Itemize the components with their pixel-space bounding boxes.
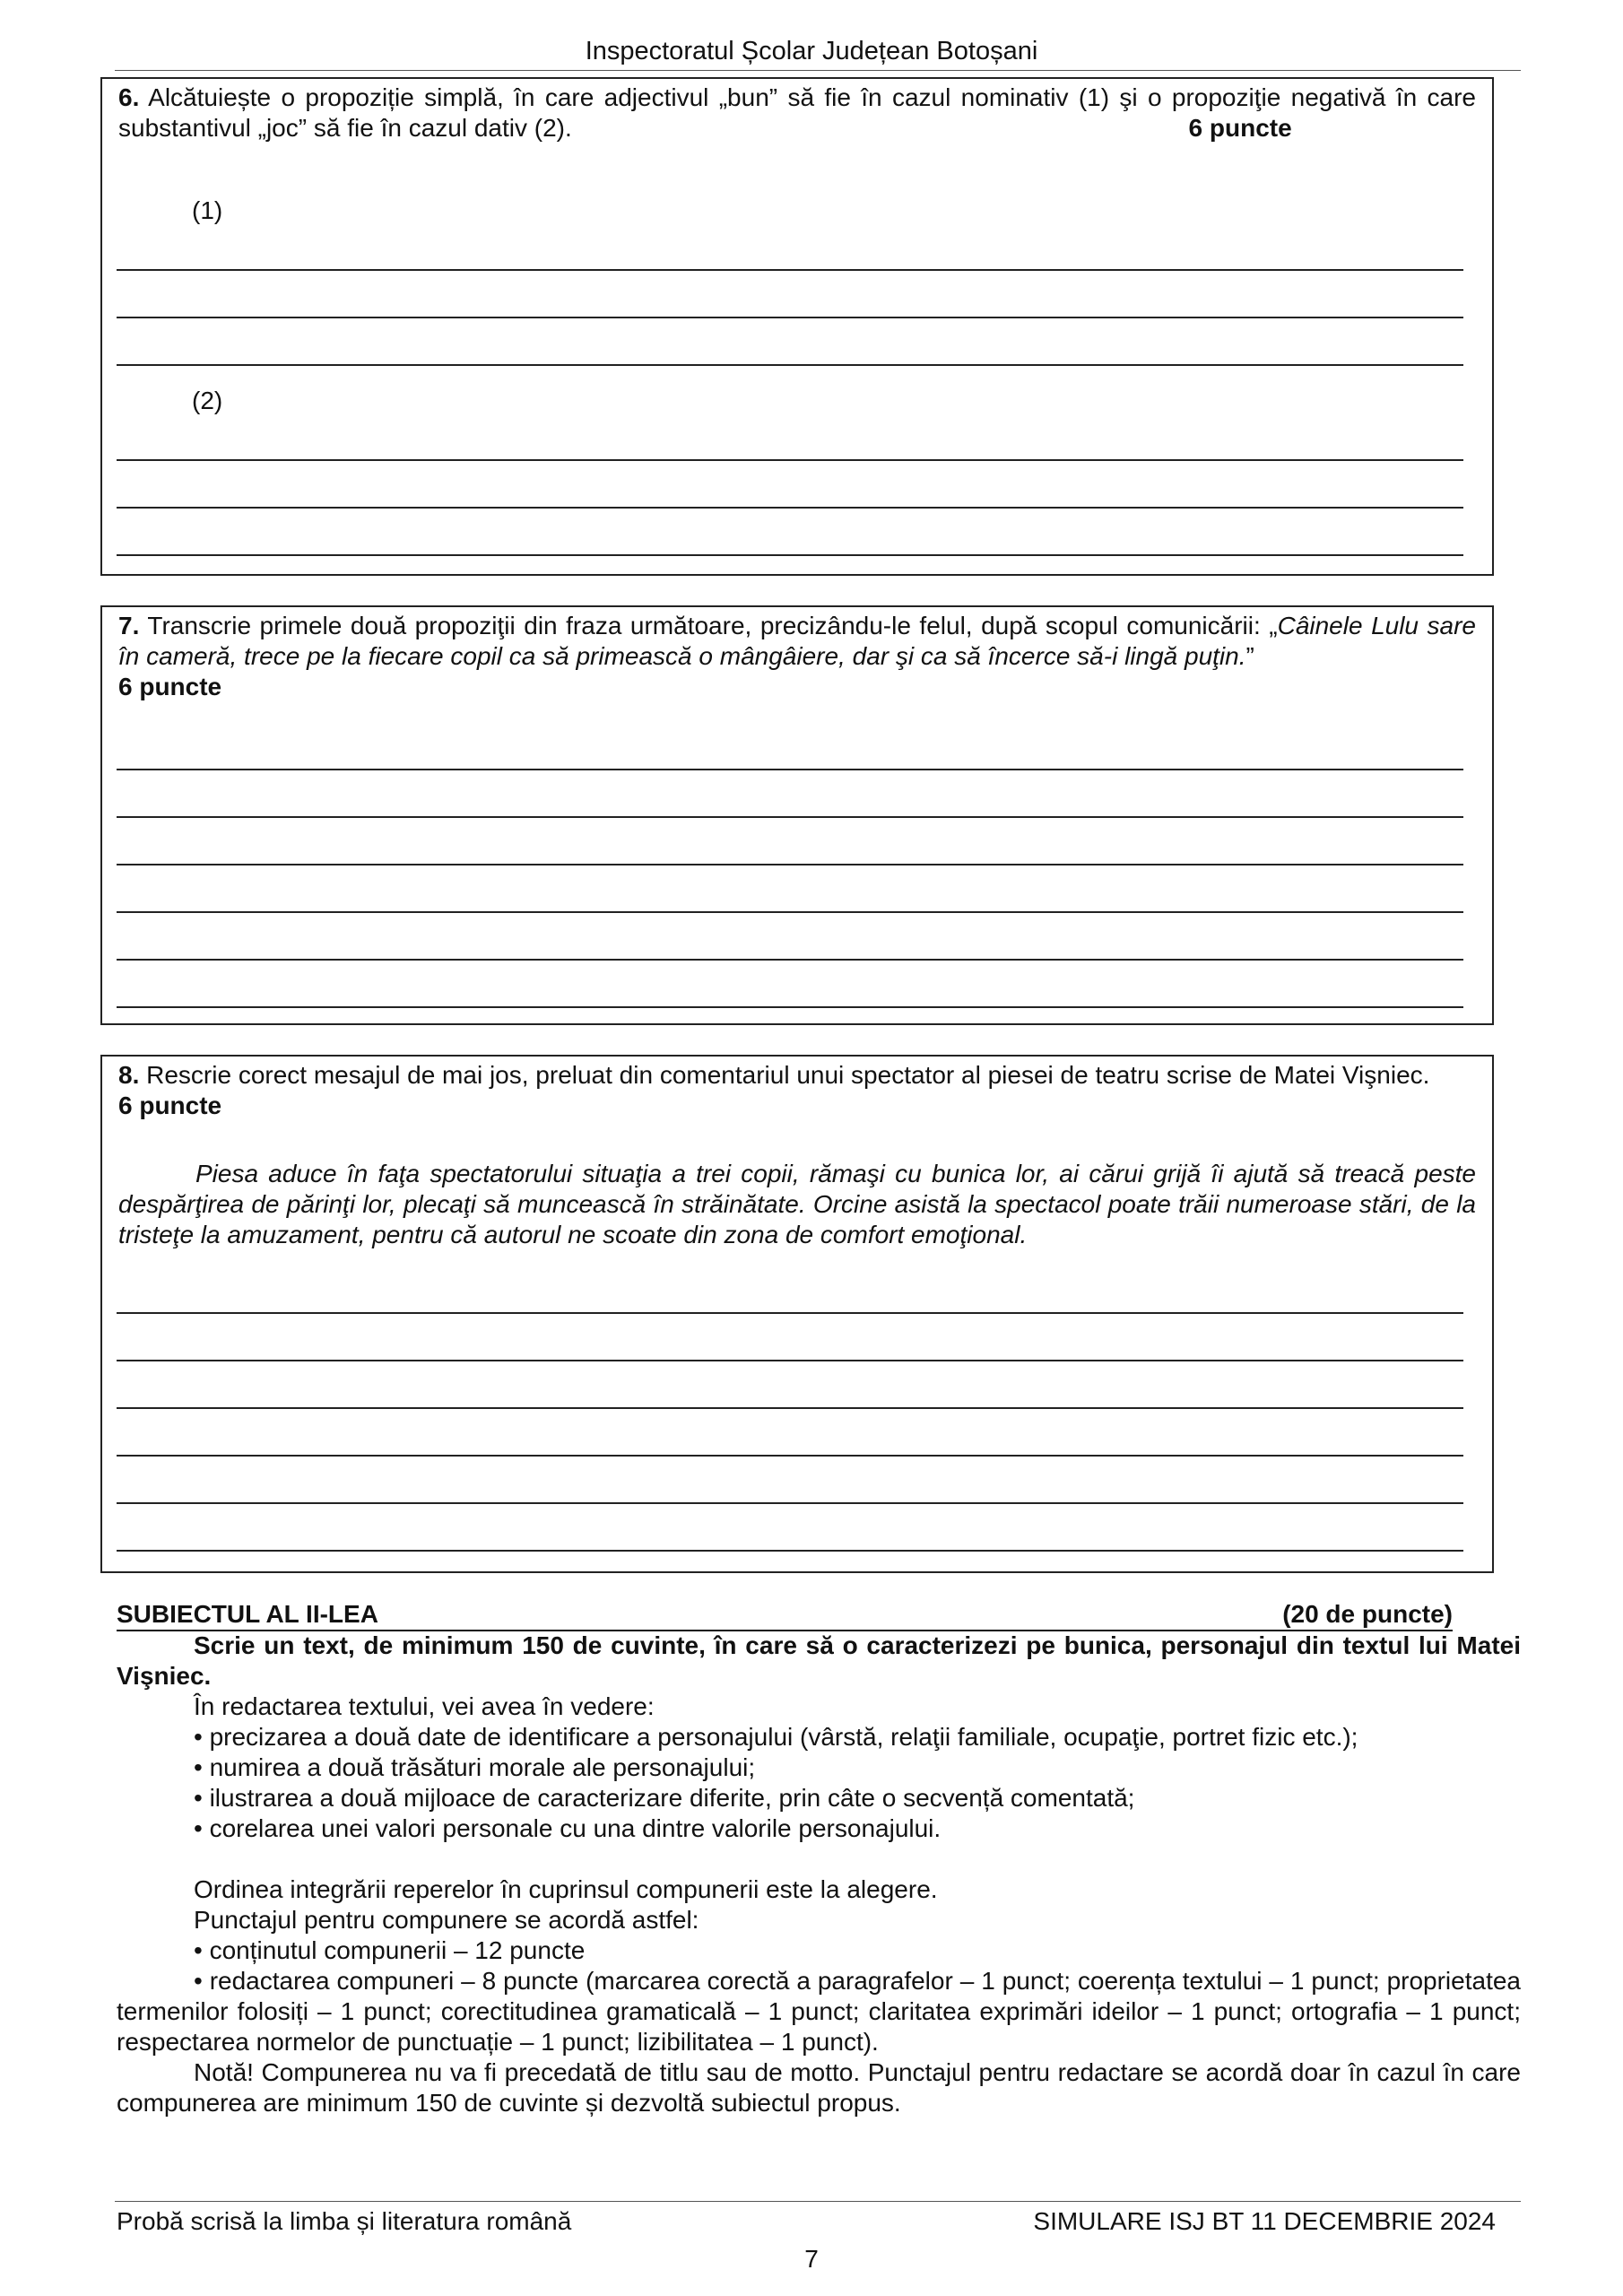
passage-to-correct: Piesa aduce în faţa spectatorului situaţia a trei copii, rămaşi cu bunica lor, ai cărui grijă îi ajută să treacă peste despărţirea de părinţi lor, plecaţi să muncească în străinătate. Orcine asistă la spectacol poate trăii numeroase stări, de la tristeţe la amuzament, pentru că autorul ne scoate din zona de comfort emoţional. [118,1160,1476,1248]
footer-subject: Probă scrisă la limba și literatura română [117,2207,572,2235]
question-number: 6. [118,83,140,111]
question-number: 8. [118,1061,140,1089]
answer-line[interactable] [117,364,1463,366]
question-points: 6 puncte [1188,114,1292,142]
subject-2-task: Scrie un text, de minimum 150 de cuvinte, în care să o caracterizezi pe bunica, personajul din textul lui Matei Vişniec. [117,1631,1521,1690]
page-header: Inspectoratul Școlar Județean Botoșani [585,37,1038,65]
answer-line[interactable] [117,459,1463,461]
question-text: Alcătuiește o propoziție simplă, în care adjectivul „bun” să fie în cazul nominativ (1) şi o propoziţie negativă în care substantivul „joc” să fie în cazul dativ (2). [118,83,1476,142]
answer-line[interactable] [117,269,1463,271]
subject-2-bullet-list [194,1722,1521,1844]
answer-line[interactable] [117,959,1463,961]
answer-line[interactable] [117,1360,1463,1361]
question-7-box [100,605,1494,1025]
subject-2-scoring-content: • conținutul compunerii – 12 puncte [194,1936,586,1964]
question-text: Transcrie primele două propoziţii din fraza următoare, precizându-le felul, după scopul comunicării: „ [147,612,1278,639]
page-number: 7 [804,2245,819,2273]
subject-2-scoring-intro: Punctajul pentru compunere se acordă astfel: [194,1906,699,1934]
header-divider [115,70,1521,71]
footer-divider [115,2201,1521,2202]
list-item: • precizarea a două date de identificare a personajului (vârstă, relaţii familiale, ocupaţie, portret fizic etc.); [194,1723,1358,1751]
question-6-prompt [118,83,1476,144]
answer-line[interactable] [117,1550,1463,1552]
subject-2-title: SUBIECTUL AL II-LEA [117,1600,378,1628]
question-8-prompt [118,1060,1476,1121]
question-points: 6 puncte [118,673,222,700]
answer-line[interactable] [117,507,1463,509]
answer-line[interactable] [117,769,1463,770]
list-item: • numirea a două trăsături morale ale personajului; [194,1753,756,1781]
quote-close: ” [1245,642,1254,670]
subject-2-scoring-writing: • redactarea compuneri – 8 puncte (marcarea corectă a paragrafelor – 1 punct; coerența textului – 1 punct; proprietatea termenilor folosiți – 1 punct; corectitudinea gramaticală – 1 punct; claritatea exprimări ideilor – 1 punct; ortografia – 1 punct; respectarea normelor de punctuație – 1 punct; lizibilitatea – 1 punct). [117,1967,1521,2056]
question-6-box [100,77,1494,576]
list-item: • ilustrarea a două mijloace de caracterizare diferite, prin câte o secvență comentată; [194,1784,1135,1812]
subject-2-note: Notă! Compunerea nu va fi precedată de titlu sau de motto. Punctajul pentru redactare se acordă doar în cazul în care compunerea are minimum 150 de cuvinte și dezvoltă subiectul propus. [117,2058,1521,2117]
answer-line[interactable] [117,816,1463,818]
quoted-sentence: Câinele Lulu sare în cameră, trece pe la fiecare copil ca să primească o mângâiere, dar şi ca să încerce să-i lingă puţin. [118,612,1476,670]
subject-2-intro: În redactarea textului, vei avea în vedere: [194,1692,655,1720]
question-number: 7. [118,612,140,639]
answer-line[interactable] [117,1502,1463,1504]
subject-2-heading [117,1599,1453,1631]
question-text: Rescrie corect mesajul de mai jos, preluat din comentariul unui spectator al piesei de teatru scrise de Matei Vişniec. [146,1061,1430,1089]
answer-line[interactable] [117,864,1463,865]
answer-label-1: (1) [192,196,223,224]
answer-label-2: (2) [192,387,223,414]
answer-line[interactable] [117,911,1463,913]
subject-2-points: (20 de puncte) [1282,1600,1453,1628]
subject-2-order: Ordinea integrării reperelor în cuprinsul compunerii este la alegere. [194,1875,938,1903]
footer-exam-info: SIMULARE ISJ BT 11 DECEMBRIE 2024 [1033,2207,1496,2235]
answer-line[interactable] [117,1312,1463,1314]
answer-line[interactable] [117,1006,1463,1008]
answer-line[interactable] [117,1455,1463,1457]
question-7-prompt [118,611,1476,702]
question-8-box [100,1055,1494,1573]
answer-line[interactable] [117,1407,1463,1409]
answer-line[interactable] [117,317,1463,318]
answer-line[interactable] [117,554,1463,556]
question-points: 6 puncte [118,1091,222,1119]
list-item: • corelarea unei valori personale cu una dintre valorile personajului. [194,1814,942,1842]
